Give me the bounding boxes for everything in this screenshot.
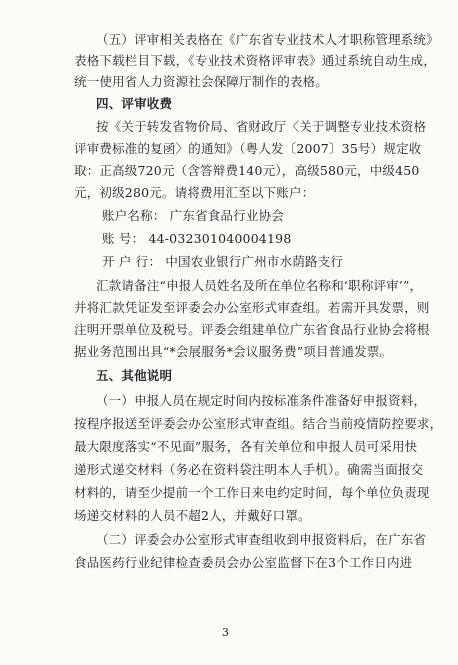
- paragraph-line: 食品医药行业纪律检查委员会办公室监督下在3个工作日内进: [74, 555, 413, 570]
- paragraph-line: 最大限度落实“不见面”服务，各有关单位和申报人员可采用快: [74, 439, 418, 454]
- paragraph-line: 据业务范围出具“*会展服务*会议服务费”项目普通发票。: [74, 344, 393, 359]
- paragraph-line: 取：正高级720元（含答辩费140元），高级580元，中级450: [74, 163, 420, 178]
- paragraph-line: 场递交材料的人员不超2人，并戴好口罩。: [74, 508, 311, 523]
- paragraph-line: 汇款请备注“申报人员姓名及所在单位名称和‘职称评审’”，: [96, 278, 423, 293]
- paragraph-line: （一）申报人员在规定时间内按标准条件准备好申报资料，: [96, 393, 427, 408]
- paragraph-line: 递形式递交材料（务必在资料袋注明本人手机）。确需当面报交: [74, 462, 424, 477]
- section-heading-fee: 四、评审收费: [96, 96, 173, 111]
- paragraph-line: （五）评审相关表格在《广东省专业技术人才职称管理系统》: [96, 32, 439, 47]
- paragraph-line: 表格下载栏目下载，《专业技术资格评审表》通过系统自动生成，: [74, 53, 437, 68]
- account-number: 账 号： 44-032301040004198: [102, 231, 292, 246]
- paragraph-line: （二）评委会办公室形式审查组收到申报资料后，在广东省: [96, 532, 427, 547]
- paragraph-line: 统一使用省人力资源社会保障厅制作的表格。: [74, 74, 329, 89]
- account-bank: 开 户 行： 中国农业银行广州市水荫路支行: [102, 254, 344, 269]
- section-heading-other: 五、其他说明: [96, 368, 173, 383]
- paragraph-line: 元，初级280元。请将费用汇至以下账户：: [74, 185, 315, 200]
- account-name: 账户名称： 广东省食品行业协会: [102, 208, 284, 223]
- paragraph-line: 评审费标准的复函〉的通知》（粤人发〔2007〕35号）规定收: [74, 141, 422, 156]
- paragraph-line: 注明开票单位及税号。评委会组建单位广东省食品行业协会将根: [74, 322, 430, 337]
- paragraph-line: 并将汇款凭证发至评委会办公室形式审查组。若需开具发票，则: [74, 300, 430, 315]
- page-number: 3: [222, 626, 229, 639]
- paragraph-line: 材料的，请至少提前一个工作日来电约定时间，每个单位负责现: [74, 485, 430, 500]
- paragraph-line: 按程序报送至评委会办公室形式审查组。结合当前疫情防控要求，: [74, 416, 443, 431]
- paragraph-line: 按《关于转发省物价局、省财政厅〈关于调整专业技术资格: [96, 119, 427, 134]
